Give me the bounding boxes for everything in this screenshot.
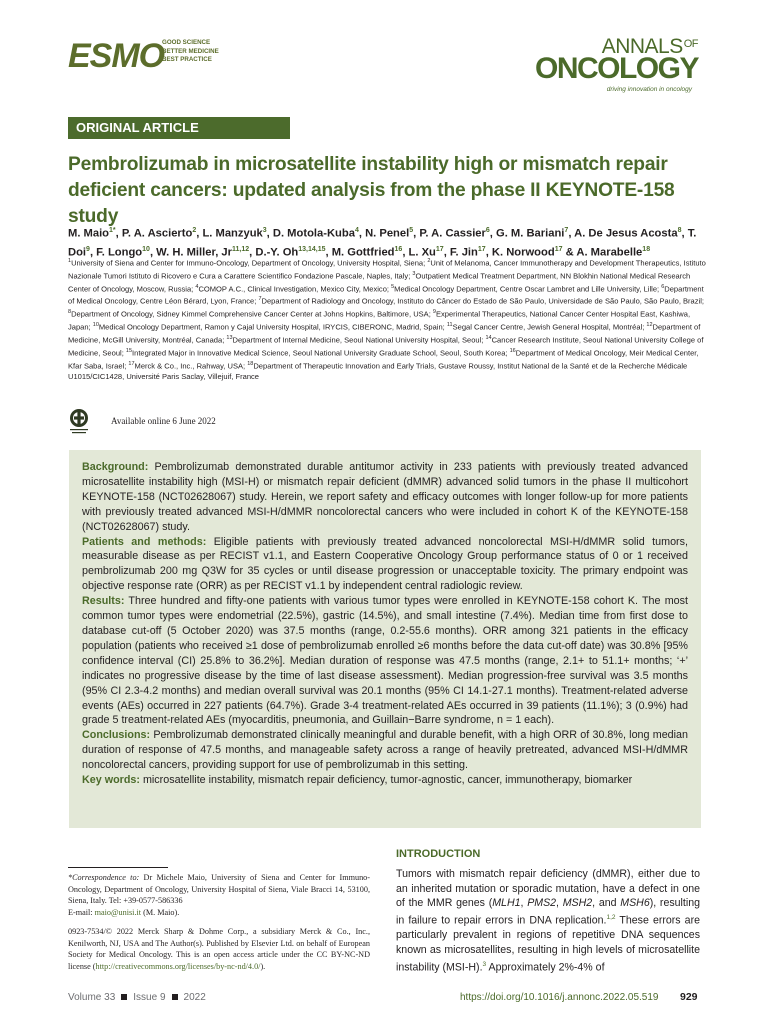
- journal-logo-line2: ONCOLOGY: [534, 52, 698, 85]
- author-name: G. M. Bariani: [496, 227, 565, 240]
- article-type-banner: ORIGINAL ARTICLE: [68, 117, 290, 139]
- affiliation-number: 14: [485, 334, 492, 341]
- footer-year: 2022: [183, 992, 206, 1003]
- author-name: D.-Y. Oh: [255, 246, 299, 259]
- author-affiliation-ref[interactable]: 18: [642, 245, 651, 253]
- affiliation-number: 16: [509, 347, 516, 354]
- author-affiliation-ref[interactable]: 4: [354, 227, 359, 234]
- footer-issue: Issue 9: [133, 992, 166, 1003]
- abstract-methods: [82, 535, 688, 595]
- results-text: Three hundred and fifty-one patients with various tumor types were enrolled in KEYNOTE-158 cohort K. The most common tumor types were endometrial (22.5%), gastric (14.5%), and small intestine (7.4%). Median time from first dose to database cut-off (5 October 2020) was 37.5 months (range, 0.2-55.6 months). ORR among 321 patients in the efficacy population (patients who received ≥1 dose of pembrolizumab enrolled ≥6 months before the data cut-off date) was 30.8% [95% confidence interval (CI) 25.8% to 36.2%]. Median duration of response was 47.5 months (range, 2.1+ to 51.1+ months; ‘+’ indicates no progressive disease by the time of last disease assessment). Median progression-free survival was 3.5 months (95% CI 2.3-4.2 months) and median overall survival was 20.1 months (95% CI 14.1-27.1 months). Treatment-related adverse events (AEs) occurred in 227 patients (64.7%). Grade 3-4 treatment-related AEs occurred in 39 patients (11.1%); 3 (0.9%) had grade 5 treatment-related AEs (myocarditis, pneumonia, and Guillain−Barre syndrome, n = 1 each).: [82, 595, 688, 727]
- page-number: 929: [680, 991, 698, 1003]
- gene-name: MLH1: [492, 897, 521, 910]
- footnote-rule: [68, 867, 168, 868]
- author-name: M. Maio: [68, 227, 110, 240]
- affiliation-number: 11: [446, 322, 453, 329]
- footnotes: [68, 867, 370, 972]
- author-name: W. H. Miller, Jr: [156, 246, 233, 259]
- gene-name: MSH2: [562, 897, 593, 910]
- affiliation-text: University of Siena and Center for Immuno-Oncology, Department of Oncology, University Hospital, Siena;: [71, 258, 428, 268]
- author-name: T. Doi: [68, 227, 697, 259]
- affiliation-number: 4: [195, 283, 199, 290]
- intro-sep: ,: [556, 897, 563, 910]
- affiliation-number: 3: [412, 270, 416, 277]
- abstract-background: [82, 460, 688, 535]
- license-link[interactable]: http://creativecommons.org/licenses/by-nc-nd/4.0/: [95, 961, 261, 971]
- gene-name: PMS2: [527, 897, 557, 910]
- affiliation-text: Department of Therapeutic Innovation and Early Trials, Gustave Roussy, Institut National de la Santé et de la Recherche Médicale U1015/CIC1428, Université Paris Saclay, Villejuif, France: [68, 361, 688, 382]
- square-bullet-icon: [172, 994, 178, 1000]
- affiliation-text: Outpatient Medical Treatment Department, NN Blokhin National Medical Research Center of Oncology, Moscow, Russia;: [68, 271, 691, 294]
- author-name: P. A. Ascierto: [121, 227, 193, 240]
- background-text: Pembrolizumab demonstrated durable antitumor activity in 233 patients with previously treated advanced microsatellite instability high (MSI-H) or mismatch repair deficient (dMMR) advanced solid tumors in the phase II multicohort KEYNOTE-158 (NCT02628067) study. Herein, we report safety and efficacy outcomes with longer follow-up for more patients with previously treated advanced MSI-H/dMMR noncolorectal cancers who were included in cohort K of the KEYNOTE-158 (NCT02628067) study.: [82, 461, 688, 533]
- keywords-label: Key words:: [82, 774, 140, 787]
- citation-link[interactable]: 3: [482, 960, 487, 968]
- author-affiliation-ref[interactable]: 3: [262, 227, 267, 234]
- copyright-text: 0923-7534/© 2022 Merck Sharp & Dohme Corp., a subsidiary Merck & Co., Inc., Kenilworth, NJ, USA and The Author(s). Published by Elsevier Ltd. on behalf of European Society for Medical Oncology. This is an open access article under the CC BY-NC-ND license (: [68, 927, 370, 971]
- author-name: F. Longo: [96, 246, 143, 259]
- affiliation-number: 5: [391, 283, 395, 290]
- author-affiliation-ref[interactable]: 8: [677, 227, 682, 234]
- author-affiliation-ref[interactable]: 11,12: [232, 245, 250, 253]
- affiliation-number: 18: [247, 360, 254, 367]
- author-affiliation-ref[interactable]: 2: [192, 227, 197, 234]
- author-affiliation-ref[interactable]: 6: [485, 227, 490, 234]
- affiliation-number: 10: [92, 322, 99, 329]
- author-affiliation-ref[interactable]: 17: [477, 245, 486, 253]
- affiliation-text: Medical Oncology Department, Centre Oscar Lambret and Lille University, Lille;: [394, 284, 662, 294]
- introduction-heading: INTRODUCTION: [396, 848, 481, 860]
- author-list: M. Maio$^{1*}$, P. A. Ascierto$^2$, L. Manzyuk$^3$, D. Motola-Kuba$^4$, N. Penel$^5$, P. A. Cassier$^6$, G. M. Bariani$^7$, A. De Jesus Acosta$^8$, T. Doi$^9$, F. Longo$^{10}$, W. H. Miller, Jr$^{11,12}$, D.-Y. Oh$^{13,14,15}$, M. Gottfried$^{16}$, L. Xu$^{17}$, F. Jin$^{17}$, K. Norwood$^{17}$ & A. Marabelle$^{18}$: [68, 227, 697, 259]
- email-link[interactable]: maio@unisi.it: [94, 907, 142, 917]
- author-name: P. A. Cassier: [419, 227, 486, 240]
- copyright-note: [68, 926, 370, 972]
- author-name: A. De Jesus Acosta: [574, 227, 678, 240]
- author-affiliation-ref[interactable]: 17: [435, 245, 444, 253]
- affiliation-number: 6: [661, 283, 665, 290]
- author-affiliation-ref[interactable]: 7: [564, 227, 569, 234]
- author-name: F. Jin: [449, 246, 478, 259]
- author-name: L. Manzyuk: [202, 227, 263, 240]
- affiliation-number: 9: [432, 309, 436, 316]
- affiliation-number: 12: [646, 322, 653, 329]
- crossmark-icon[interactable]: [68, 408, 90, 436]
- esmo-taglines: [162, 39, 219, 65]
- copyright-end: ).: [260, 961, 266, 971]
- abstract-box: [69, 450, 701, 828]
- methods-label: Patients and methods:: [82, 535, 207, 548]
- intro-part: Approximately 2%-4% of: [486, 961, 605, 974]
- affiliation-number: 7: [258, 296, 262, 303]
- affiliation-text: Merck & Co., Inc., Rahway, USA;: [134, 361, 248, 371]
- journal-annals: ANNALS: [601, 35, 683, 58]
- introduction-section: [396, 848, 700, 975]
- affiliation-number: 1: [68, 258, 72, 264]
- footer-volume: Volume 33: [68, 992, 116, 1003]
- keywords-text: microsatellite instability, mismatch repair deficiency, tumor-agnostic, cancer, immunotherapy, biomarker: [139, 774, 633, 787]
- abstract-keywords: [82, 773, 688, 788]
- doi-link[interactable]: https://doi.org/10.1016/j.annonc.2022.05.519: [460, 992, 659, 1003]
- results-label: Results:: [82, 595, 125, 608]
- background-label: Background:: [82, 461, 149, 473]
- affiliation-text: Cancer Research Institute, Seoul National University College of Medicine, Seoul;: [68, 335, 704, 358]
- affiliation-text: Department of Radiology and Oncology, Instituto do Câncer do Estado de São Paulo, Universidade de São Paulo, São Paulo, Brazil;: [261, 296, 704, 306]
- conclusions-text: Pembrolizumab demonstrated clinically meaningful and durable benefit, with a high ORR of 30.8%, long median duration of response of 47.5 months, and manageable safety across a range of heavily pretreated, advanced MSI-H/dMMR noncolorectal cancers, providing support for use of pembrolizumab in this setting.: [82, 729, 688, 772]
- esmo-tagline: BETTER MEDICINE: [162, 47, 219, 55]
- affiliation-text: Department of Medicine, McGill University, Montréal, Canada;: [68, 322, 701, 345]
- affiliation-text: Unit of Melanoma, Cancer Immunotherapy and Development Therapeutics, Istituto Nazionale Tumori Istituto di Ricovero e Cura a Carattere Scientifico Fondazione Pascale, Naples, Italy;: [68, 258, 706, 281]
- author-affiliation-ref[interactable]: 10: [142, 245, 150, 253]
- footer-volume-info: [68, 992, 206, 1003]
- esmo-logo: [68, 37, 165, 75]
- affiliation-text: Segal Cancer Centre, Jewish General Hospital, Montréal;: [452, 322, 647, 332]
- affiliation-text: Integrated Major in Innovative Medical Science, Seoul National University Graduate School, Seoul, South Korea;: [132, 348, 510, 358]
- affiliation-text: Department of Internal Medicine, Seoul National University Hospital, Seoul;: [232, 335, 486, 345]
- correspondence-label: *Correspondence to:: [68, 873, 140, 882]
- journal-of: OF: [683, 38, 698, 50]
- intro-sep: ,: [520, 897, 528, 910]
- esmo-tagline: BEST PRACTICE: [162, 56, 212, 64]
- methods-text: Eligible patients with previously treated advanced noncolorectal MSI-H/dMMR solid tumors, measurable disease as per RECIST v1.1, and Eastern Cooperative Oncology Group performance status of 0 or 1 received pembrolizumab 200 mg Q3W for 35 cycles or until disease progression or unacceptable toxicity. The primary endpoint was objective response rate (ORR) as per RECIST v1.1 by independent central radiologic review.: [82, 535, 688, 593]
- intro-part: ), resulting in failure to repair errors in DNA replication.: [396, 897, 700, 927]
- abstract-conclusions: [82, 728, 688, 773]
- author-affiliation-ref[interactable]: 16: [394, 245, 403, 253]
- affiliation-number: 13: [226, 334, 233, 341]
- author-name: L. Xu: [408, 246, 436, 259]
- email-label: E-mail:: [68, 907, 95, 917]
- affiliation-text: Department of Oncology, Sidney Kimmel Comprehensive Cancer Center at Johns Hopkins, Baltimore, USA;: [71, 309, 433, 319]
- email-suffix: (M. Maio).: [141, 907, 180, 917]
- author-name: N. Penel: [365, 227, 410, 240]
- intro-part: Tumors with mismatch repair deficiency (dMMR), either due to an inherited mutation or sporadic mutation, have a defect in one of the MMR genes (: [396, 868, 700, 910]
- available-online-date: Available online 6 June 2022: [111, 416, 216, 426]
- author-name: M. Gottfried: [331, 246, 395, 259]
- author-name: A. Marabelle: [576, 246, 643, 259]
- affiliation-text: Department of Medical Oncology, Meir Medical Center, Kfar Saba, Israel;: [68, 348, 699, 371]
- affiliation-text: Medical Oncology Department, Ramon y Cajal University Hospital, IRYCIS, CIBERONC, Madrid, Spain;: [98, 322, 447, 332]
- author-name: D. Motola-Kuba: [272, 227, 355, 240]
- affiliation-text: Experimental Therapeutics, National Cancer Center Hospital East, Kashiwa, Japan;: [68, 309, 691, 332]
- affiliations: [68, 256, 708, 383]
- affiliation-number: 17: [128, 360, 135, 367]
- affiliation-number: 8: [68, 309, 72, 316]
- author-affiliation-ref[interactable]: 17: [554, 245, 563, 253]
- esmo-tagline: GOOD SCIENCE: [162, 39, 211, 46]
- author-affiliation-ref[interactable]: 1*: [109, 227, 116, 234]
- author-name: K. Norwood: [491, 246, 555, 259]
- intro-sep: , and: [592, 897, 621, 910]
- abstract-results: [82, 594, 688, 728]
- affiliation-number: 2: [427, 258, 431, 264]
- intro-part: These errors are particularly prevalent in regions of repetitive DNA sequences known as microsatellites, resulting in high levels of microsatellite instability (MSI-H).: [396, 914, 700, 974]
- correspondence-note: [68, 872, 370, 918]
- affiliation-text: Department of Medical Oncology, Centre Léon Bérard, Lyon, France;: [68, 284, 704, 306]
- correspondence-text: Dr Michele Maio, University of Siena and Center for Immuno-Oncology, Department of Oncology, University Hospital of Siena, Viale Bracci 14, 53100, Siena, Italy. Tel: +39-0577-586336: [68, 873, 370, 905]
- citation-link[interactable]: 1,2: [606, 914, 616, 922]
- gene-name: MSH6: [620, 897, 650, 910]
- esmo-logo-text: ESMO: [68, 37, 165, 75]
- journal-tagline: driving innovation in oncology: [606, 86, 692, 93]
- affiliation-number: 15: [125, 347, 133, 354]
- conclusions-label: Conclusions:: [82, 729, 151, 742]
- author-affiliation-ref[interactable]: 13,14,15: [298, 245, 326, 253]
- affiliation-text: COMOP A.C., Clinical Investigation, Mexico City, Mexico;: [198, 284, 392, 294]
- author-affiliation-ref[interactable]: 9: [86, 245, 90, 253]
- article-title: Pembrolizumab in microsatellite instability high or mismatch repair deficient cancers: updated analysis from the phase II KEYNOTE-158 study: [68, 154, 675, 227]
- square-bullet-icon: [121, 994, 127, 1000]
- introduction-text: [396, 867, 700, 975]
- author-affiliation-ref[interactable]: 5: [409, 227, 414, 234]
